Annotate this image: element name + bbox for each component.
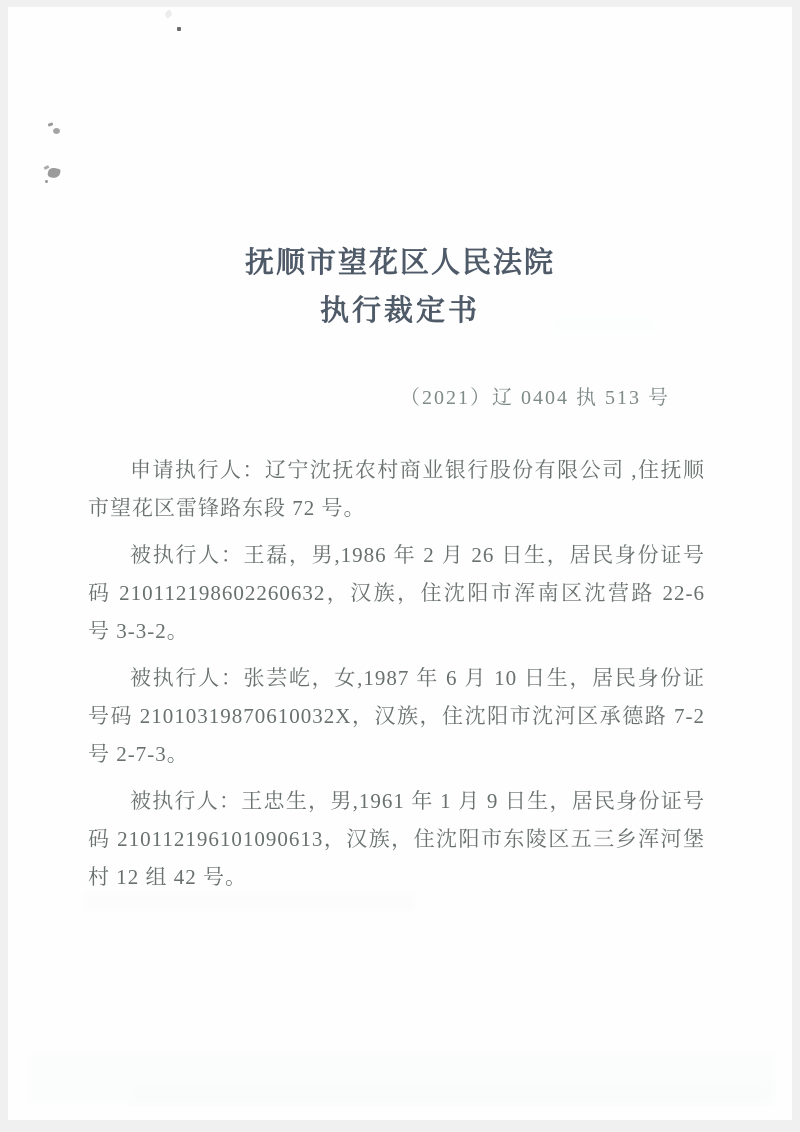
paragraph-respondent-2: 被执行人：张芸屹，女,1987 年 6 月 10 日生，居民身份证号码 21010319870610032X，汉族，住沈阳市沈河区承德路 7-2 号 2-7-3。 xyxy=(88,666,705,766)
document-body xyxy=(88,451,705,896)
case-number: （2021）辽 0404 执 513 号 xyxy=(400,387,670,409)
paragraph-respondent-3: 被执行人：王忠生，男,1961 年 1 月 9 日生，居民身份证号码 210112196101090613，汉族，住沈阳市东陵区五三乡浑河堡村 12 组 42 号。 xyxy=(88,789,705,889)
document-title: 执行裁定书 xyxy=(319,293,480,327)
court-name-heading: 抚顺市望花区人民法院 xyxy=(244,245,555,279)
document-page xyxy=(8,7,792,1120)
paragraph-respondent-1: 被执行人：王磊，男,1986 年 2 月 26 日生，居民身份证号码 210112198602260632，汉族，住沈阳市浑南区沈营路 22-6 号 3-3-2。 xyxy=(88,543,705,643)
paragraph-applicant: 申请执行人：辽宁沈抚农村商业银行股份有限公司 ,住抚顺市望花区雷锋路东段 72 号。 xyxy=(88,458,705,520)
